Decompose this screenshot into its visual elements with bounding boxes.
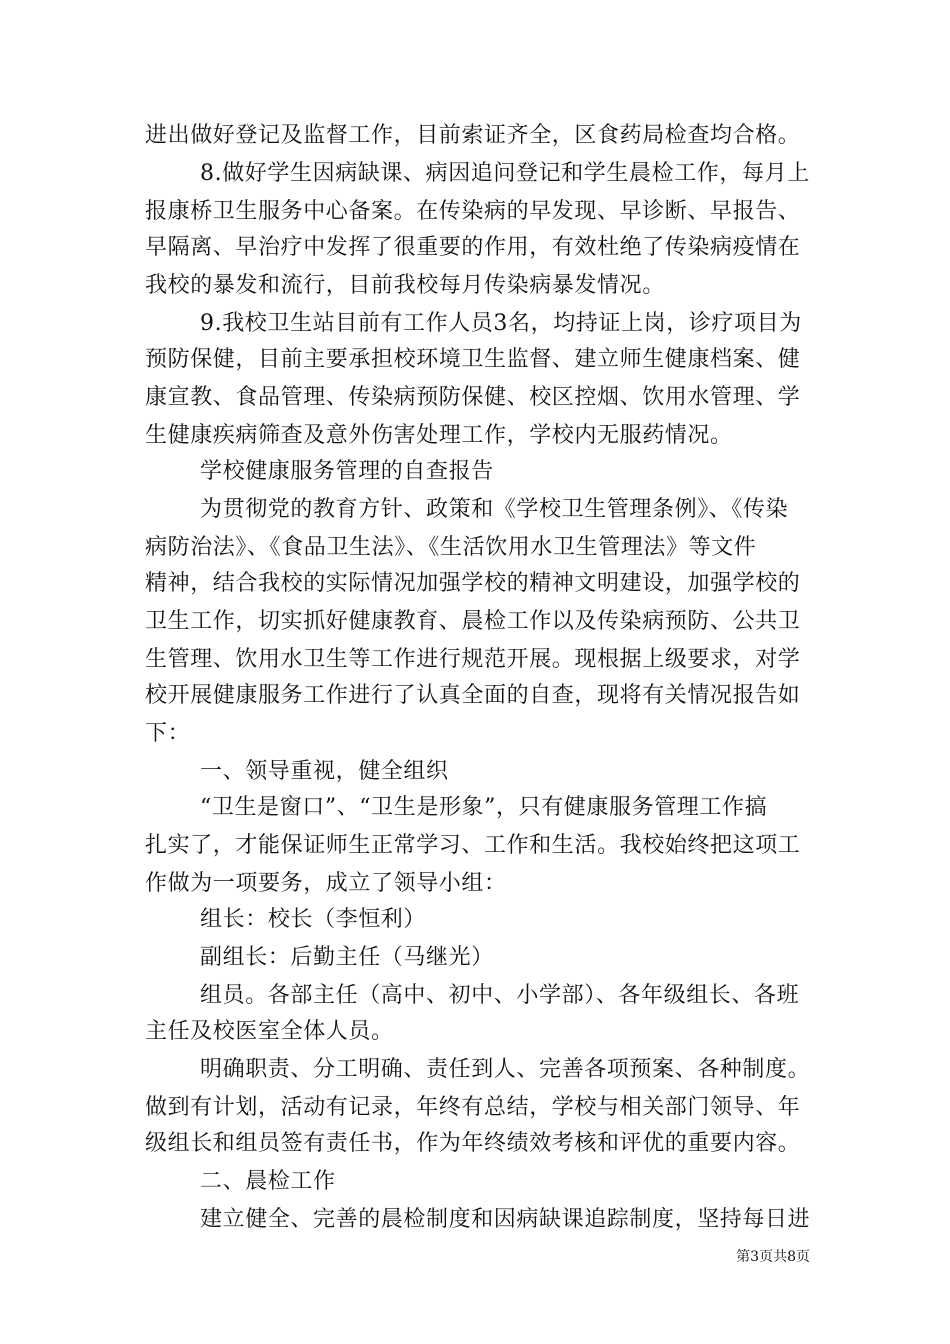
text-line: 组员。各部主任（高中、初中、小学部）、各年级组长、各班 — [200, 983, 800, 1008]
text-line: 扎实了，才能保证师生正常学习、工作和生活。我校始终把这项工 — [145, 833, 801, 858]
heading-two: 二、晨检工作 — [200, 1169, 336, 1194]
text-line: 作做为一项要务，成立了领导小组： — [145, 871, 507, 896]
text-line: 下： — [145, 721, 191, 746]
text-line: 精神，结合我校的实际情况加强学校的精神文明建设，加强学校的 — [145, 571, 801, 596]
text-line: 生健康疾病筛查及意外伤害处理工作，学校内无服药情况。 — [145, 423, 733, 448]
section-title: 学校健康服务管理的自查报告 — [200, 459, 494, 484]
text-line: 预防保健，目前主要承担校环境卫生监督、建立师生健康档案、健 — [145, 347, 801, 372]
text-line: 为贯彻党的教育方针、政策和《学校卫生管理条例》、《传染 — [200, 497, 789, 522]
text-line: “卫生是窗口”、“卫生是形象”，只有健康服务管理工作搞 — [200, 795, 768, 820]
text-line: 校开展健康服务工作进行了认真全面的自查，现将有关情况报告如 — [145, 683, 801, 708]
text-line: 9.我校卫生站目前有工作人员3名，均持证上岗，诊疗项目为 — [200, 311, 802, 336]
text-line: 生管理、饮用水卫生等工作进行规范开展。现根据上级要求，对学 — [145, 647, 801, 672]
text-line: 病防治法》、《食品卫生法》、《生活饮用水卫生管理法》等文件 — [145, 535, 757, 560]
text-line: 做到有计划，活动有记录，年终有总结，学校与相关部门领导、年 — [145, 1095, 801, 1120]
text-line: 报康桥卫生服务中心备案。在传染病的早发现、早诊断、早报告、 — [145, 199, 801, 224]
text-line: 建立健全、完善的晨检制度和因病缺课追踪制度，坚持每日进 — [200, 1207, 811, 1232]
text-line: 8.做好学生因病缺课、病因追问登记和学生晨检工作，每月上 — [200, 161, 810, 186]
text-line: 卫生工作，切实抓好健康教育、晨检工作以及传染病预防、公共卫 — [145, 609, 801, 634]
text-line: 明确职责、分工明确、责任到人、完善各项预案、各种制度。 — [200, 1057, 811, 1082]
text-line: 我校的暴发和流行，目前我校每月传染病暴发情况。 — [145, 273, 665, 298]
text-line: 级组长和组员签有责任书，作为年终绩效考核和评优的重要内容。 — [145, 1131, 801, 1156]
page-number: 第3页共8页 — [736, 1249, 810, 1265]
text-line: 进出做好登记及监督工作，目前索证齐全，区食药局检查均合格。 — [145, 123, 801, 148]
text-line: 副组长：后勤主任（马继光） — [200, 945, 494, 970]
text-line: 早隔离、早治疗中发挥了很重要的作用，有效杜绝了传染病疫情在 — [145, 235, 801, 260]
text-line: 组长：校长（李恒利） — [200, 907, 427, 932]
heading-one: 一、领导重视，健全组织 — [200, 759, 449, 784]
text-line: 康宣教、食品管理、传染病预防保健、校区控烟、饮用水管理、学 — [145, 385, 801, 410]
text-line: 主任及校医室全体人员。 — [145, 1019, 394, 1044]
